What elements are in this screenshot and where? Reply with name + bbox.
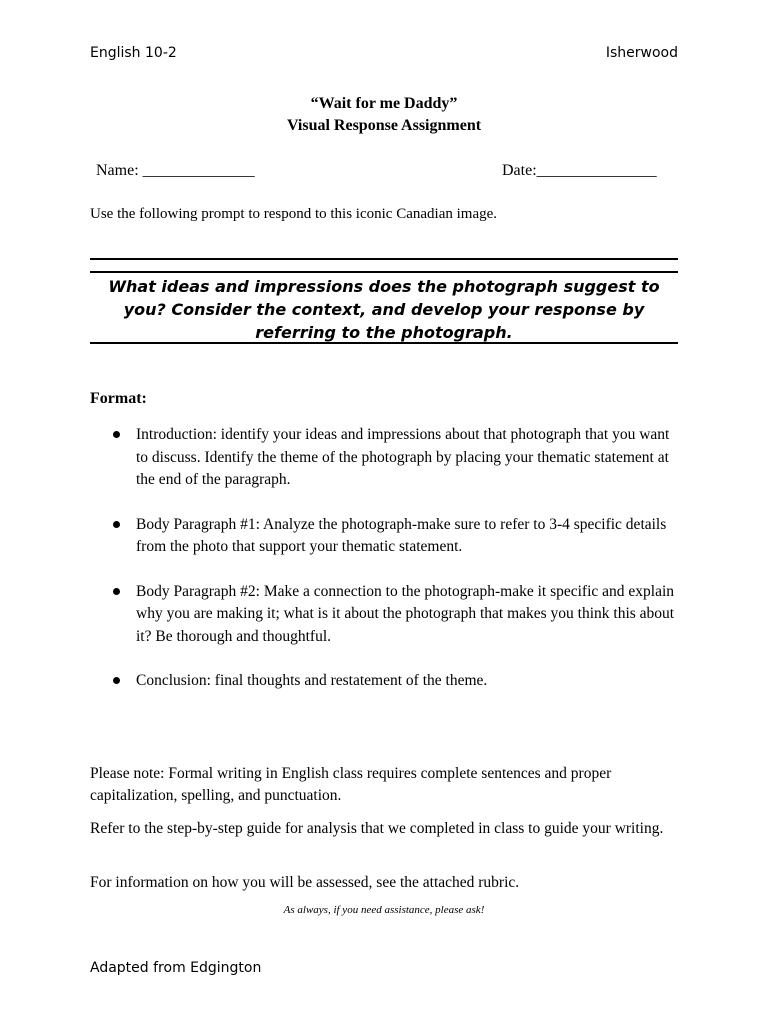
bullet-icon: [113, 431, 120, 438]
format-item-text: Conclusion: final thoughts and restatement of the theme.: [136, 672, 488, 689]
format-item-text: Body Paragraph #2: Make a connection to the photograph-make it specific and explain why you are making it; what is it about the photograph that makes you think this about it? Be thorough and thoughtful.: [136, 582, 675, 645]
format-item-text: Body Paragraph #1: Analyze the photograph-make sure to refer to 3-4 specific details from the photo that support your thematic statement.: [136, 515, 667, 555]
format-item-text: Introduction: identify your ideas and impressions about that photograph that you want to discuss. Identify the theme of the photograph by placing your thematic statement at the end of the paragraph.: [136, 426, 670, 488]
course-name: English 10-2: [90, 45, 177, 61]
note-rubric: For information on how you will be assessed, see the attached rubric.: [90, 874, 520, 891]
closing-note: As always, if you need assistance, please ask!: [283, 904, 485, 916]
bullet-icon: [113, 588, 120, 595]
bullet-icon: [113, 521, 120, 528]
list-item: [110, 514, 685, 559]
bullet-icon: [113, 677, 120, 684]
intro-text: Use the following prompt to respond to this iconic Canadian image.: [90, 206, 498, 222]
divider-line: [90, 258, 678, 260]
page-header: [90, 45, 678, 65]
assignment-subtitle: Visual Response Assignment: [286, 117, 482, 134]
note-guide: Refer to the step-by-step guide for analysis that we completed in class to guide your writing.: [90, 820, 664, 837]
prompt-bottom-rule: [90, 342, 678, 344]
assignment-title: “Wait for me Daddy”: [310, 95, 458, 112]
list-item: [110, 424, 685, 492]
name-field: Name: ______________: [96, 162, 255, 179]
date-field: Date:_______________: [502, 162, 657, 179]
format-list: [110, 424, 685, 715]
format-label: Format:: [90, 390, 147, 407]
list-item: [110, 581, 685, 649]
prompt-top-rule: [90, 271, 678, 273]
footer-credit: Adapted from Edgington: [90, 960, 262, 976]
teacher-name: Isherwood: [605, 45, 678, 61]
note-formal-writing: Please note: Formal writing in English class requires complete sentences and proper capitalization, spelling, and punctuation.: [90, 765, 612, 804]
list-item: [110, 670, 685, 693]
prompt-text: What ideas and impressions does the photograph suggest to you? Consider the context, and develop your response by referring to the photograph.: [108, 277, 660, 342]
